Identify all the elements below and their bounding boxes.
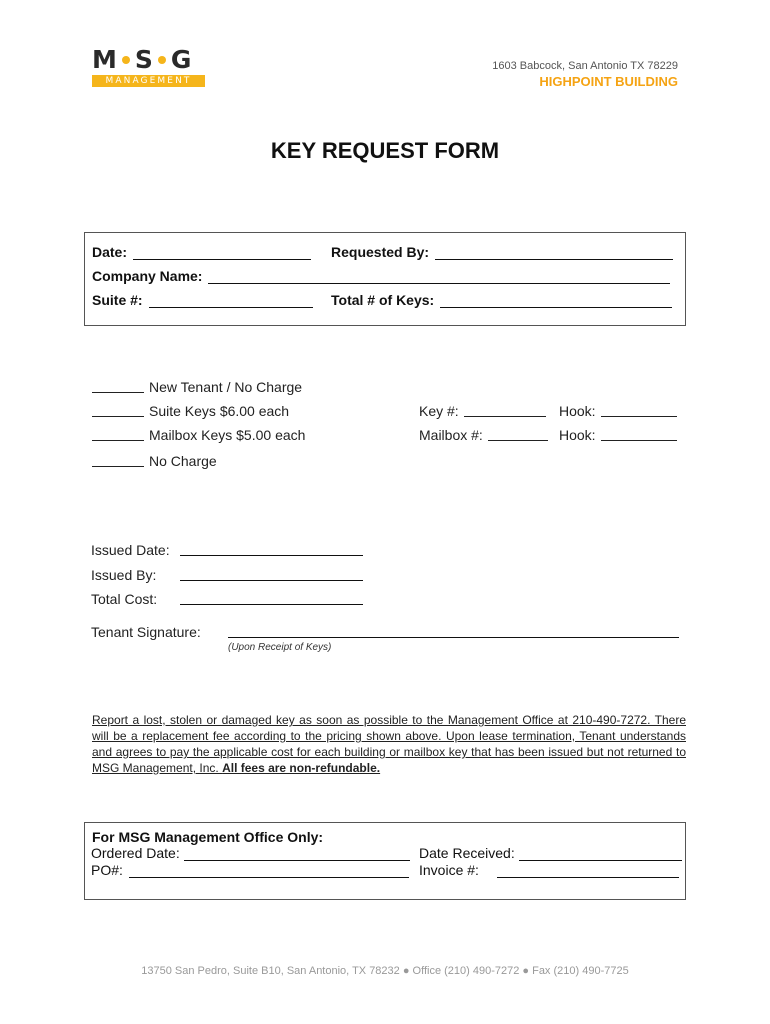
tenant-signature-label: Tenant Signature: xyxy=(91,624,201,640)
signature-note: (Upon Receipt of Keys) xyxy=(228,642,332,653)
hook-field-1[interactable] xyxy=(601,405,677,417)
footer-address: 13750 San Pedro, Suite B10, San Antonio, TX 78232 ● Office (210) 490-7272 ● Fax (210) 490-7725 xyxy=(141,965,629,977)
hook-label-1: Hook: xyxy=(559,403,596,419)
option-new-tenant xyxy=(92,379,302,395)
total-cost-label: Total Cost: xyxy=(91,591,158,607)
suite-field[interactable] xyxy=(149,294,313,308)
issued-date-label: Issued Date: xyxy=(91,542,170,558)
msg-logo xyxy=(92,45,206,88)
logo-letter-g: G xyxy=(170,45,192,74)
option-suite-keys-blank[interactable] xyxy=(92,405,144,417)
ordered-date-row xyxy=(91,845,410,861)
issued-date-field[interactable] xyxy=(180,555,363,556)
suite-label: Suite #: xyxy=(92,292,143,308)
date-label: Date: xyxy=(92,244,128,260)
issued-by-field[interactable] xyxy=(180,580,363,581)
key-number-field[interactable] xyxy=(464,405,546,417)
logo-band: MANAGEMENT xyxy=(92,75,205,87)
suite-row xyxy=(92,292,313,308)
option-mailbox-keys-blank[interactable] xyxy=(92,429,144,441)
total-keys-label: Total # of Keys: xyxy=(331,292,435,308)
invoice-label: Invoice #: xyxy=(419,862,479,878)
key-number-row xyxy=(419,403,546,419)
lost-key-notice xyxy=(92,712,686,776)
option-mailbox-keys-label: Mailbox Keys $5.00 each xyxy=(149,427,306,443)
company-name-field[interactable] xyxy=(208,270,670,284)
header-address: 1603 Babcock, San Antonio TX 78229 xyxy=(492,60,678,72)
invoice-field[interactable] xyxy=(497,864,679,878)
company-name-label: Company Name: xyxy=(92,268,203,284)
logo-letter-m: M xyxy=(92,45,117,74)
key-number-label: Key #: xyxy=(419,403,459,419)
requested-by-label: Requested By: xyxy=(331,244,430,260)
date-received-label: Date Received: xyxy=(419,845,515,861)
notice-text: Report a lost, stolen or damaged key as soon as possible to the Management Office at 210-490-7272. There will be a replacement fee according to the pricing shown above. Upon lease termination, Tenant understands and agrees to pay the applicable cost for each building or mailbox key that has been issued but not returned to MSG Management, Inc. xyxy=(92,713,686,775)
mailbox-number-label: Mailbox #: xyxy=(419,427,483,443)
hook-field-2[interactable] xyxy=(601,429,677,441)
ordered-date-field[interactable] xyxy=(184,847,410,861)
date-field[interactable] xyxy=(133,246,311,260)
office-box-title: For MSG Management Office Only: xyxy=(92,829,324,845)
date-received-row xyxy=(419,845,682,861)
invoice-row xyxy=(419,862,679,878)
option-suite-keys xyxy=(92,403,289,419)
ordered-date-label: Ordered Date: xyxy=(91,845,180,861)
option-new-tenant-blank[interactable] xyxy=(92,381,144,393)
option-suite-keys-label: Suite Keys $6.00 each xyxy=(149,403,290,419)
po-row xyxy=(91,862,409,878)
option-no-charge-blank[interactable] xyxy=(92,455,144,467)
issued-by-label: Issued By: xyxy=(91,567,157,583)
requested-by-field[interactable] xyxy=(435,246,673,260)
requested-by-row xyxy=(331,244,673,260)
total-keys-row xyxy=(331,292,672,308)
hook-label-2: Hook: xyxy=(559,427,596,443)
total-cost-field[interactable] xyxy=(180,604,363,605)
mailbox-number-row xyxy=(419,427,548,443)
hook-row-2 xyxy=(559,427,677,443)
option-new-tenant-label: New Tenant / No Charge xyxy=(149,379,303,395)
option-no-charge-label: No Charge xyxy=(149,453,217,469)
option-mailbox-keys xyxy=(92,427,305,443)
po-field[interactable] xyxy=(129,864,409,878)
company-row xyxy=(92,268,670,284)
mailbox-number-field[interactable] xyxy=(488,429,548,441)
building-name: HIGHPOINT BUILDING xyxy=(539,74,678,89)
po-label: PO#: xyxy=(91,862,123,878)
date-row xyxy=(92,244,311,260)
date-received-field[interactable] xyxy=(519,847,682,861)
logo-letter-s: S xyxy=(134,45,153,74)
notice-bold: All fees are non-refundable. xyxy=(222,761,381,775)
tenant-signature-field[interactable] xyxy=(228,637,679,638)
option-no-charge xyxy=(92,453,217,469)
total-keys-field[interactable] xyxy=(440,294,672,308)
logo-dot xyxy=(158,56,166,64)
hook-row-1 xyxy=(559,403,677,419)
logo-dot xyxy=(122,56,130,64)
page-title: KEY REQUEST FORM xyxy=(270,138,500,163)
